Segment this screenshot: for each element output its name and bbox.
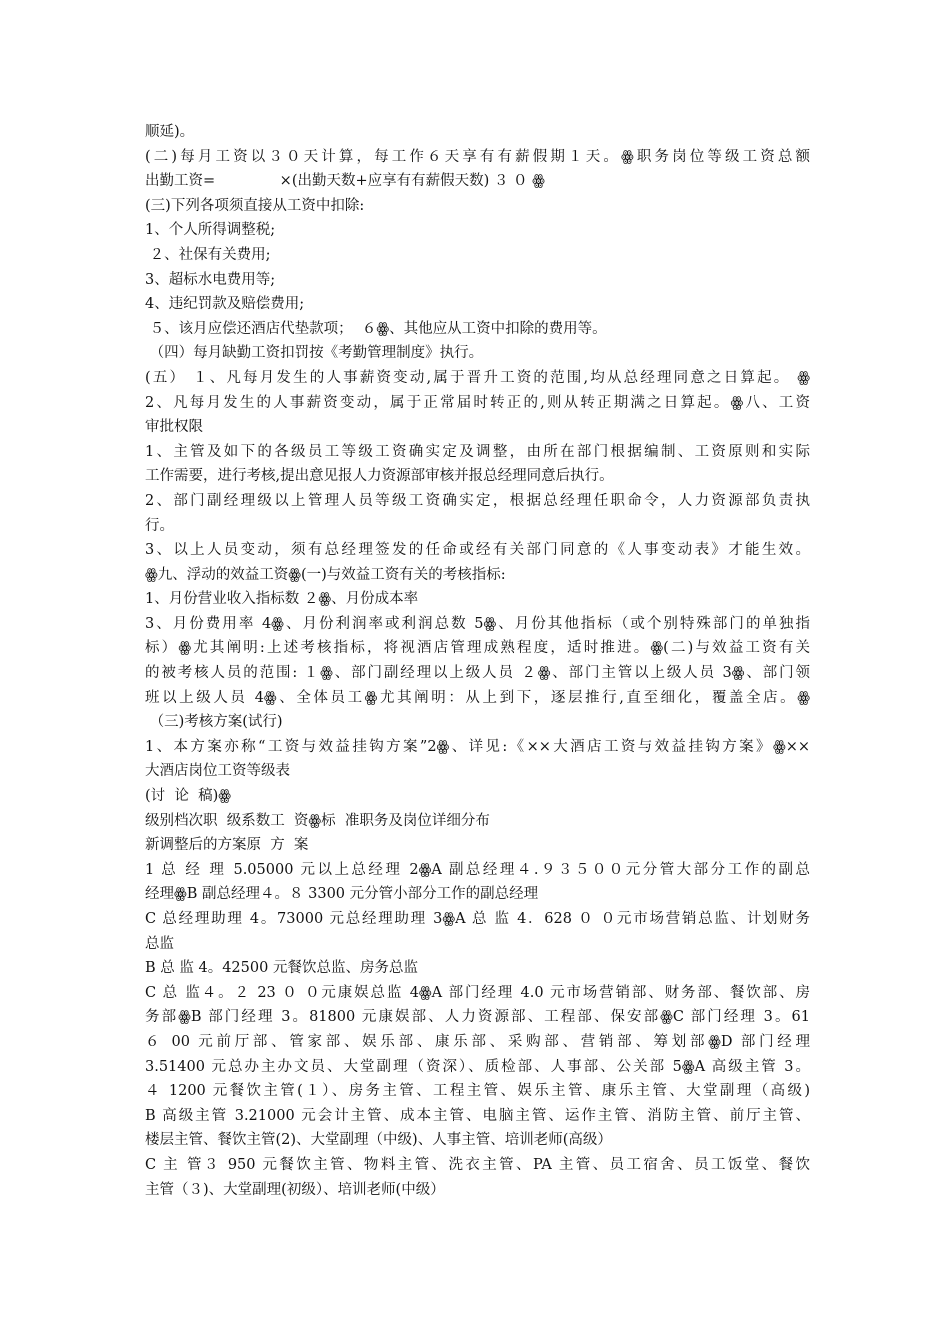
text-line: 4、违纪罚款及赔偿费用; <box>145 296 305 313</box>
text-line: 2、部门副经理级以上管理人员等级工资确实定，根据总经理任职命令，人力资源部负责执 <box>145 492 810 509</box>
text-line: 3、超标水电费用等; <box>145 271 276 288</box>
text-line: 3、月份费用率 4ꙮ、月份利润率或利润总数 5ꙮ、月份其他指标（或个别特殊部门的单独指 <box>145 615 810 632</box>
text-line: (五） １、凡每月发生的人事薪资变动,属于晋升工资的范围,均从总经理同意之日算起。 ꙮ <box>145 369 810 386</box>
text-line: 总监 <box>145 935 174 952</box>
text-line: 1、月份营业收入指标数 ２ꙮ、月份成本率 <box>145 591 419 608</box>
text-line: 工作需要，进行考核,提出意见报人力资源部审核并报总经理同意后执行。 <box>145 468 614 485</box>
text-line: 班以上级人员 4ꙮ、全体员工ꙮ尤其阐明：从上到下，逐层推行,直至细化，覆盖全店。ꙮ <box>145 689 810 706</box>
text-line: (讨 论 稿)ꙮ <box>145 788 231 805</box>
text-line: C 总 监４。２ 23 ０ ０元康娱总监 4ꙮA 部门经理 4.0 元市场营销部、财务部、餐饮部、房 <box>145 984 810 1001</box>
text-line: 大酒店岗位工资等级表 <box>145 763 290 780</box>
text-line: B 高级主管 3.21000 元会计主管、成本主管、电脑主管、运作主管、消防主管、前厅主管、 <box>145 1107 810 1124</box>
text-line: C 主 管３ 950 元餐饮主管、物料主管、洗衣主管、PA 主管、员工宿舍、员工饭堂、餐饮 <box>145 1156 810 1173</box>
text-line: 1、个人所得调整税; <box>145 222 276 239</box>
text-line: 1、本方案亦称“工资与效益挂钩方案”2ꙮ、详见:《××大酒店工资与效益挂钩方案》ꙮ×× <box>145 738 810 755</box>
text-line: ５、该月应偿还酒店代垫款项； ６ꙮ、其他应从工资中扣除的费用等。 <box>145 320 607 337</box>
text-line: ６ 00 元前厅部、管家部、娱乐部、康乐部、采购部、营销部、筹划部ꙮD 部门经理 <box>145 1033 810 1050</box>
text-line: B 总 监 4。42500 元餐饮总监、房务总监 <box>145 960 418 977</box>
text-line: 的被考核人员的范围: １ꙮ、部门副经理以上级人员 ２ꙮ、部门主管以上级人员 3ꙮ、部门领 <box>145 665 810 682</box>
text-line: ４ 1200 元餐饮主管(１）、房务主管、工程主管、娱乐主管、康乐主管、大堂副理（高级) <box>145 1083 810 1100</box>
text-line: 审批权限 <box>145 419 203 436</box>
text-line: 1 总 经 理 5.05000 元以上总经理 2ꙮA 副总经理４.９３５００元分管大部分工作的副总 <box>145 861 810 878</box>
text-line: (三)下列各项须直接从工资中扣除: <box>145 197 365 214</box>
document-body <box>145 120 810 1202</box>
text-line: （四）每月缺勤工资扣罚按《考勤管理制度》执行。 <box>145 345 484 362</box>
text-line: 行。 <box>145 517 174 534</box>
text-line: 务部ꙮB 部门经理 3。81800 元康娱部、人力资源部、工程部、保安部ꙮC 部门经理 3。61 <box>145 1009 810 1026</box>
text-line: 1、主管及如下的各级员工等级工资确实定及调整，由所在部门根据编制、工资原则和实际 <box>145 443 810 460</box>
text-line: ꙮ九、浮动的效益工资ꙮ(一)与效益工资有关的考核指标: <box>145 566 506 583</box>
text-line: 出勤工资= ×(出勤天数+应享有有薪假天数) ３ ０ ꙮ <box>145 173 545 190</box>
text-line: 新调整后的方案原 方 案 <box>145 837 309 854</box>
text-line: 经理ꙮB 副总经理４。８ 3300 元分管小部分工作的副总经理 <box>145 886 539 903</box>
text-line: 级别档次职 级系数工 资ꙮ标 准职务及岗位详细分布 <box>145 812 490 829</box>
text-line: 楼层主管、餐饮主管(2)、大堂副理（中级)、人事主管、培训老师(高级） <box>145 1132 612 1149</box>
text-line: C 总经理助理 4。73000 元总经理助理 3ꙮA 总 监 4．628 ０ ０元市场营销总监、计划财务 <box>145 911 810 927</box>
text-line: ２、社保有关费用; <box>145 246 271 263</box>
text-line: （三)考核方案(试行) <box>145 714 283 731</box>
text-line: 2、凡每月发生的人事薪资变动，属于正常届时转正的,则从转正期满之日算起。ꙮ八、工资 <box>145 394 810 411</box>
text-line: 3.51400 元总办主办文员、大堂副理（资深）、质检部、人事部、公关部 5ꙮA 高级主管 3。 <box>145 1058 810 1075</box>
text-line: 3、以上人员变动，须有总经理签发的任命或经有关部门同意的《人事变动表》才能生效。 <box>145 542 810 559</box>
text-line: 标）ꙮ尤其阐明:上述考核指标，将视酒店管理成熟程度，适时推进。ꙮ(二)与效益工资有关 <box>145 640 810 657</box>
text-line: 顺延)。 <box>145 124 195 140</box>
text-line: (二)每月工资以３０天计算，每工作６天享有有薪假期１天。ꙮ职务岗位等级工资总额 <box>145 148 810 165</box>
text-line: 主管（３)、大堂副理(初级）、培训老师(中级） <box>145 1181 445 1198</box>
